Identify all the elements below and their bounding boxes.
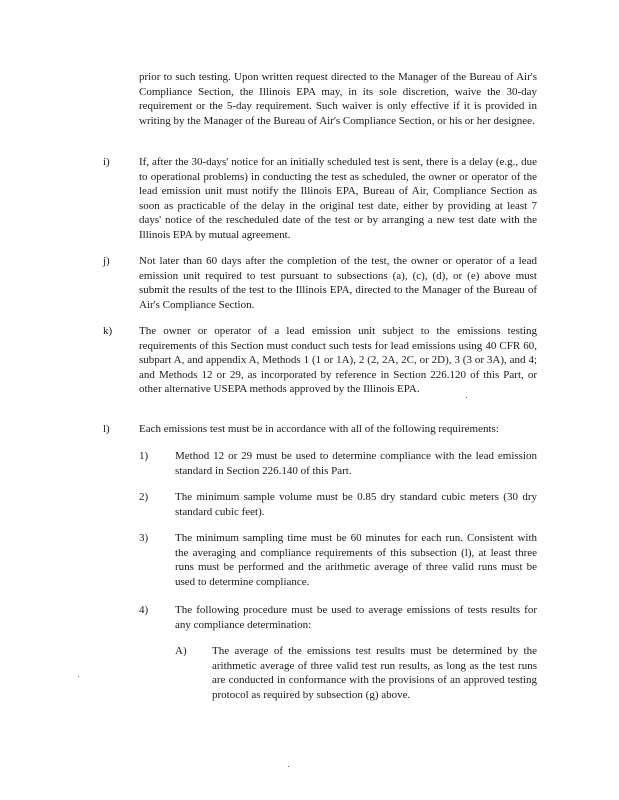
subparagraph-4-text: The following procedure must be used to average emissions of tests results for any compliance determination:: [175, 604, 537, 631]
paragraph-l-text: Each emissions test must be in accordance with all of the following requirements:: [139, 423, 499, 435]
subparagraph-3-marker: 3): [139, 532, 149, 544]
paragraph-intro-text: prior to such testing. Upon written request directed to the Manager of the Bureau of Air's Compliance Section, the Illinois EPA may, in its sole discretion, waive the 30-day requirement or the 5-day requirement. Such waiver is only effective if it is provided in writing by the Manager of the Bureau of Air's Compliance Section, or his or her designee.: [139, 71, 537, 127]
paragraph-k-marker: k): [103, 325, 113, 337]
scan-speck: [78, 676, 79, 677]
subparagraph-1-text: Method 12 or 29 must be used to determine compliance with the lead emission standard in Section 226.140 of this Part.: [175, 450, 537, 477]
scan-speck: [466, 397, 467, 398]
paragraph-i-text: If, after the 30-days' notice for an initially scheduled test is sent, there is a delay (e.g., due to operational problems) in conducting the test as scheduled, the owner or operator of the lead emission unit must notify the Illinois EPA, Bureau of Air, Compliance Section as soon as practicable of the delay in the original test date, either by providing at least 7 days' notice of the rescheduled date of the test or by arranging a new test date with the Illinois EPA by mutual agreement.: [139, 156, 537, 241]
paragraph-l-marker: l): [103, 423, 110, 435]
subparagraph-4A-marker: A): [175, 645, 187, 657]
paragraph-j-marker: j): [103, 255, 110, 267]
paragraph-i-marker: i): [103, 156, 110, 168]
subparagraph-4-marker: 4): [139, 604, 149, 616]
paragraph-k-text: The owner or operator of a lead emission unit subject to the emissions testing requirements of this Section must conduct such tests for lead emissions using 40 CFR 60, subpart A, and appendix A, Methods 1 (1 or 1A), 2 (2, 2A, 2C, or 2D), 3 (3 or 3A), and 4; and Methods 12 or 29, as incorporated by reference in Section 226.120 of this Part, or other alternative USEPA methods approved by the Illinois EPA.: [139, 325, 537, 395]
paragraph-j-text: Not later than 60 days after the completion of the test, the owner or operator of a lead emission unit required to test pursuant to subsections (a), (c), (d), or (e) above must submit the results of the test to the Illinois EPA, directed to the Manager of the Bureau of Air's Compliance Section.: [139, 255, 537, 311]
subparagraph-1-marker: 1): [139, 450, 149, 462]
subparagraph-3-text: The minimum sampling time must be 60 minutes for each run. Consistent with the averaging and compliance requirements of this subsection (l), at least three runs must be performed and the arithmetic average of three valid runs must be used to determine compliance.: [175, 532, 537, 588]
subparagraph-2-marker: 2): [139, 491, 149, 503]
subparagraph-4A-text: The average of the emissions test results must be determined by the arithmetic average of three valid test run results, as long as the test runs are conducted in conformance with the provisions of an approved testing protocol as required by subsection (g) above.: [212, 645, 537, 701]
scan-speck: [288, 766, 289, 767]
subparagraph-2-text: The minimum sample volume must be 0.85 dry standard cubic meters (30 dry standard cubic feet).: [175, 491, 537, 518]
